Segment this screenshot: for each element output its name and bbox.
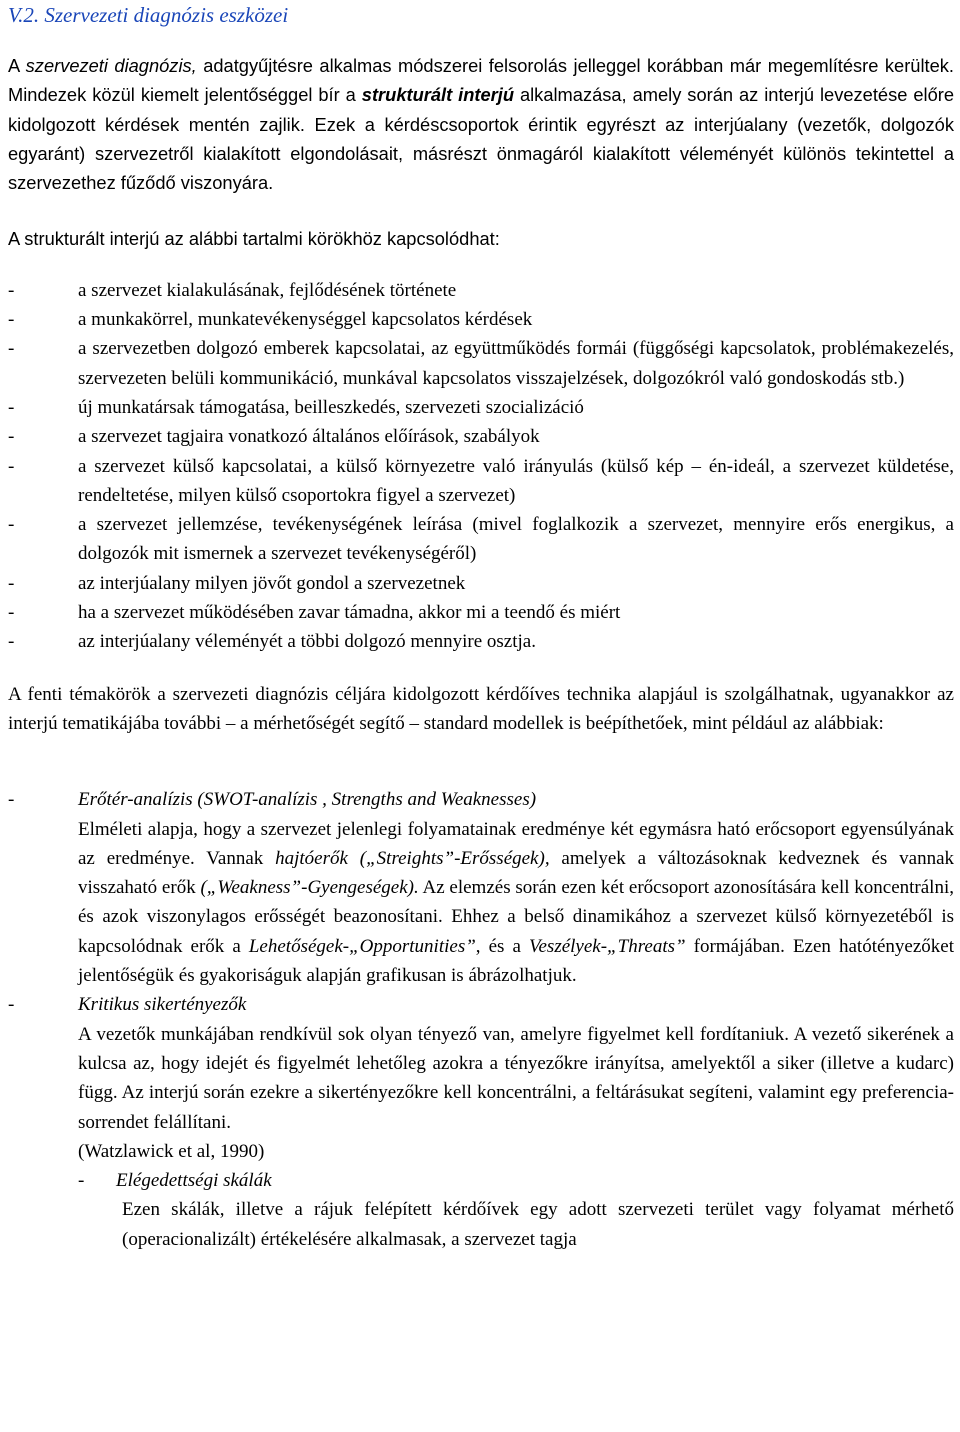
list-item: - a munkakörrel, munkatevékenységgel kapcsolatos kérdések [8,309,533,331]
intro-term-diagnosis: szervezeti diagnózis, [25,55,197,76]
csf-reference: (Watzlawick et al, 1990) [78,1140,265,1162]
swot-description: Elméleti alapja, hogy a szervezet jelenlegi folyamatainak eredménye két egymásra ható erőcsoport egyensúlyának az eredménye. Vannak hajtóerők („Streights”-Erősségek), amelyek a változásoknak kedveznek és vannak visszaható erők („Weakness”-Gyengeségek). Az elemzés során ezen két erőcsoport azonosítására kell koncentrálni, és azok viszonylagos erősségét beazonosítani. Ehhez a belső dinamikához a szervezet külső környezetéből is kapcsolódnak erők a Lehetőségek-„Opportunities”, és a Veszélyek-„Threats” formájában. Ezen hatótényezőket jelentőségük és gyakoriságuk alapján grafikusan is ábrázolhatjuk. [78,818,955,987]
intro-paragraph [8,51,954,197]
models-list [8,785,954,1254]
list-item: - a szervezet tagjaira vonatkozó általános előírások, szabályok [8,426,540,448]
list-item: - az interjúalany milyen jövőt gondol a szervezetnek [8,572,466,594]
document-page [8,0,954,1254]
list-item-swot: - Erőtér-analízis (SWOT-analízis , Strengths and Weaknesses) Elméleti alapja, hogy a szervezet jelenlegi folyamatainak eredménye két egymásra ható erőcsoport egyensúlyának az eredménye. Vannak hajtóerők („Streights”-Erősségek), amelyek a változásoknak kedveznek és vannak visszaható erők („Weakness”-Gyengeségek). Az elemzés során ezen két erőcsoport azonosítására kell koncentrálni, és azok viszonylagos erősségét beazonosítani. Ehhez a belső dinamikához a szervezet külső környezetéből is kapcsolódnak erők a Lehetőségek-„Opportunities”, és a Veszélyek-„Threats” formájában. Ezen hatótényezőket jelentőségük és gyakoriságuk alapján grafikusan is ábrázolhatjuk. [8,785,954,990]
list-item: - a szervezet kialakulásának, fejlődésének története [8,279,457,301]
swot-title: Erőtér-analízis (SWOT-analízis , Strengths and Weaknesses) [78,789,537,811]
models-lead: A fenti témakörök a szervezeti diagnózis céljára kidolgozott kérdőíves technika alapjául is szolgálhatnak, ugyanakkor az interjú tematikájába további – a mérhetőségét segítő – standard modellek is beépíthetőek, mint például az alábbiak: [8,683,954,734]
list-item: - a szervezet külső kapcsolatai, a külső környezetre való irányulás (külső kép – én-ideál, a szervezet küldetése, rendeltetése, milyen külső csoportokra figyel a szervezet) [8,455,954,506]
csf-title: Kritikus sikertényezők [78,994,247,1016]
csf-description: A vezetők munkájában rendkívül sok olyan tényező van, amelyre figyelmet kell fordítaniuk. A vezető sikerének a kulcsa az, hogy idejét és figyelmét lehetőleg azokra a tényezőkre irányítsa, amelyektől a siker (illetve a kudarc) függ. Az interjú során ezekre a sikertényezőkre kell koncentrálni, a feltárásukat segíteni, valamint egy preferencia-sorrendet felállítani. [78,1023,954,1133]
intro-text-3: alkalmazása, amely során az interjú levezetése előre kidolgozott kérdések mentén zajlik. Ezek a kérdéscsoportok érintik egyrészt az interjúalany (vezetők, dolgozók egyaránt) szervezetről kialakított elgondolásait, másrészt önmagáról kialakított véleményét különös tekintettel a szervezethez fűződő viszonyára. [8,84,954,194]
list-item-critical-success-factors: - Kritikus sikertényezők A vezetők munkájában rendkívül sok olyan tényező van, amelyre figyelmet kell fordítaniuk. A vezető sikerének a kulcsa az, hogy idejét és figyelmét lehetőleg azokra a tényezőkre irányítsa, amelyektől a siker (illetve a kudarc) függ. Az interjú során ezekre a sikertényezőkre kell koncentrálni, a feltárásukat segíteni, valamint egy preferencia-sorrendet felállítani. (Watzlawick et al, 1990) - Elégedettségi skálák Ezen skálák, illetve a rájuk felépített kérdőívek egy adott szervezeti terület vagy folyamat mérhető (operacionalizált) értékelésére alkalmasak, a szervezet tagja [8,990,954,1254]
list-item: - új munkatársak támogatása, beilleszkedés, szervezeti szocializáció [8,396,584,418]
section-heading: V.2. Szervezeti diagnózis eszközei [8,3,289,27]
intro-text-1: A [8,55,26,76]
list-item: - a szervezetben dolgozó emberek kapcsolatai, az együttműködés formái (függőségi kapcsolatok, problémakezelés, szervezeten belüli kommunikáció, munkával kapcsolatos visszajelzések, dolgozókról való gondoskodás stb.) [8,338,954,389]
satisfaction-scales-description: Ezen skálák, illetve a rájuk felépített kérdőívek egy adott szervezeti terület vagy folyamat mérhető (operacionalizált) értékelésére alkalmasak, a szervezet tagja [122,1199,954,1250]
list-item: - ha a szervezet működésében zavar támadna, akkor mi a teendő és miért [8,602,621,624]
topics-lead: A strukturált interjú az alábbi tartalmi körökhöz kapcsolódhat: [8,228,500,250]
sub-list-item-satisfaction-scales: - Elégedettségi skálák [78,1170,272,1192]
list-item: - az interjúalany véleményét a többi dolgozó mennyire osztja. [8,631,536,653]
list-item: - a szervezet jellemzése, tevékenységének leírása (mivel foglalkozik a szervezet, mennyire erős energikus, a dolgozók mit ismernek a szervezet tevékenységéről) [8,514,954,565]
intro-term-structured-interview: strukturált interjú [361,84,514,106]
topics-list [8,276,954,657]
intro-text-2: adatgyűjtésre alkalmas módszerei felsorolás jelleggel korábban már megemlítésre kerültek. Mindezek közül kiemelt jelentőséggel bír a [8,55,954,106]
satisfaction-scales-title: Elégedettségi skálák [116,1170,272,1192]
